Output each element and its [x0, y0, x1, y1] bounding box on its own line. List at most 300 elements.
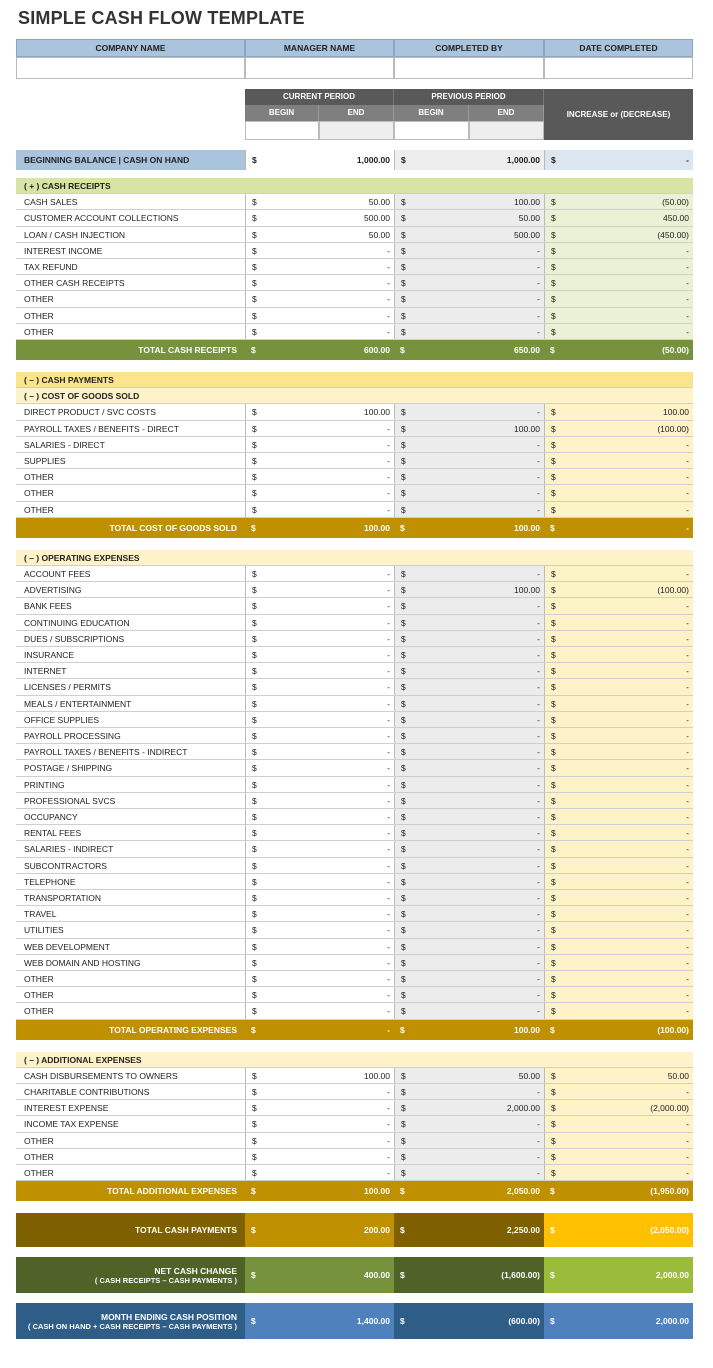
diff-value: -: [686, 456, 689, 466]
currency-symbol: $: [550, 1270, 555, 1281]
currency-symbol: $: [401, 714, 406, 725]
currency-symbol: $: [400, 1024, 405, 1035]
row-label: OTHER: [24, 488, 54, 499]
previous-value: -: [537, 828, 540, 839]
currency-symbol: $: [551, 326, 556, 337]
diff-value: -: [686, 698, 689, 709]
table-row[interactable]: [16, 194, 693, 210]
currency-symbol: $: [401, 155, 406, 165]
previous-value: -: [537, 990, 540, 1001]
currency-symbol: $: [252, 155, 257, 165]
row-label: OFFICE SUPPLIES: [24, 714, 100, 725]
current-value: -: [387, 893, 390, 903]
currency-symbol: $: [551, 812, 556, 822]
currency-symbol: $: [401, 456, 406, 466]
table-row[interactable]: [16, 647, 693, 663]
row-label: DIRECT PRODUCT / SVC COSTS: [24, 407, 156, 418]
previous-value: -: [537, 666, 540, 677]
current-value: -: [387, 666, 390, 677]
currency-symbol: $: [252, 860, 257, 871]
table-row[interactable]: [16, 259, 693, 275]
diff-value: -: [686, 812, 689, 822]
current-period-header: CURRENT PERIOD: [245, 89, 394, 105]
currency-symbol: $: [551, 925, 556, 936]
current-value: -: [387, 278, 390, 289]
manager-name-field[interactable]: [245, 57, 394, 79]
currency-symbol: $: [551, 714, 556, 725]
currency-symbol: $: [252, 812, 257, 822]
current-value: -: [387, 795, 390, 806]
previous-value: -: [537, 633, 540, 644]
table-row[interactable]: [16, 841, 693, 857]
currency-symbol: $: [252, 245, 257, 256]
currency-symbol: $: [401, 795, 406, 806]
operating-expenses-header-label: ( – ) OPERATING EXPENSES: [24, 552, 140, 563]
diff-value: -: [686, 925, 689, 936]
month-ending-cash-row-sublabel: ( CASH ON HAND + CASH RECEIPTS – CASH PAYMENTS ): [28, 1321, 237, 1331]
table-row[interactable]: [16, 598, 693, 614]
diff-value: (50.00): [662, 197, 689, 208]
currency-symbol: $: [551, 262, 556, 272]
date-completed-field[interactable]: [544, 57, 693, 79]
currency-symbol: $: [401, 1006, 406, 1017]
diff-value: (450.00): [657, 229, 689, 240]
currency-symbol: $: [401, 488, 406, 499]
diff-value: -: [686, 731, 689, 741]
beginning-current-value: 1,000.00: [356, 155, 390, 165]
row-label: OTHER: [24, 1151, 54, 1162]
current-value: -: [387, 439, 390, 450]
table-row[interactable]: [16, 308, 693, 324]
diff-value: -: [686, 569, 689, 579]
table-row[interactable]: [16, 275, 693, 291]
table-row[interactable]: [16, 615, 693, 631]
previous-end-date[interactable]: [469, 121, 544, 140]
currency-symbol: $: [551, 229, 556, 240]
table-row[interactable]: [16, 825, 693, 841]
table-row[interactable]: [16, 1149, 693, 1165]
currency-symbol: $: [401, 326, 406, 337]
diff-value: -: [686, 779, 689, 790]
current-value: -: [387, 617, 390, 628]
currency-symbol: $: [252, 1006, 257, 1017]
previous-value: -: [537, 650, 540, 660]
current-value: -: [387, 650, 390, 660]
table-row[interactable]: [16, 874, 693, 890]
previous-value: -: [537, 439, 540, 450]
currency-symbol: $: [551, 731, 556, 741]
currency-symbol: $: [401, 925, 406, 936]
diff-value: -: [686, 504, 689, 515]
currency-symbol: $: [252, 488, 257, 499]
currency-symbol: $: [401, 504, 406, 515]
net-cash-change-row-diff: 2,000.00: [655, 1270, 689, 1281]
current-value: -: [387, 1151, 390, 1162]
table-row[interactable]: [16, 566, 693, 582]
table-row[interactable]: [16, 728, 693, 744]
additional-expenses-header: [16, 1052, 693, 1068]
currency-symbol: $: [252, 909, 257, 920]
diff-value: -: [686, 278, 689, 289]
table-row[interactable]: [16, 1100, 693, 1116]
currency-symbol: $: [252, 633, 257, 644]
diff-value: -: [686, 310, 689, 321]
previous-value: -: [537, 714, 540, 725]
current-value: -: [387, 310, 390, 321]
currency-symbol: $: [252, 1151, 257, 1162]
currency-symbol: $: [551, 472, 556, 483]
current-end-header: END: [319, 105, 394, 121]
total-previous: 100.00: [514, 522, 540, 533]
current-end-date[interactable]: [319, 121, 394, 140]
company-name-header: COMPANY NAME: [16, 39, 245, 57]
current-value: -: [387, 957, 390, 968]
currency-symbol: $: [252, 650, 257, 660]
total-cash-payments-row-current: 200.00: [364, 1225, 390, 1236]
currency-symbol: $: [252, 844, 257, 855]
currency-symbol: $: [401, 779, 406, 790]
currency-symbol: $: [551, 1151, 556, 1162]
current-value: -: [387, 941, 390, 952]
currency-symbol: $: [551, 633, 556, 644]
previous-begin-date[interactable]: [394, 121, 469, 140]
company-name-field[interactable]: [16, 57, 245, 79]
previous-value: -: [537, 698, 540, 709]
total-cogs-row: [16, 518, 693, 538]
row-label: SALARIES - DIRECT: [24, 439, 105, 450]
currency-symbol: $: [401, 310, 406, 321]
currency-symbol: $: [252, 617, 257, 628]
table-row[interactable]: [16, 1165, 693, 1181]
current-begin-date[interactable]: [245, 121, 319, 140]
total-diff: -: [686, 522, 689, 533]
month-ending-cash-row: [16, 1303, 693, 1339]
row-label: TRAVEL: [24, 909, 57, 920]
row-label: OTHER: [24, 1168, 54, 1178]
diff-value: -: [686, 488, 689, 499]
row-label: PAYROLL TAXES / BENEFITS - INDIRECT: [24, 747, 188, 758]
table-row[interactable]: [16, 1084, 693, 1100]
diff-value: -: [686, 747, 689, 758]
manager-name-header: MANAGER NAME: [245, 39, 394, 57]
currency-symbol: $: [252, 893, 257, 903]
row-label: OTHER: [24, 504, 54, 515]
currency-symbol: $: [550, 345, 555, 355]
diff-value: -: [686, 245, 689, 256]
previous-value: 100.00: [514, 585, 540, 596]
table-row[interactable]: [16, 987, 693, 1003]
total-previous: 100.00: [514, 1024, 540, 1035]
diff-value: -: [686, 941, 689, 952]
currency-symbol: $: [551, 957, 556, 968]
previous-value: -: [537, 925, 540, 936]
table-row[interactable]: [16, 485, 693, 501]
row-label: INTEREST EXPENSE: [24, 1103, 109, 1114]
currency-symbol: $: [252, 876, 257, 887]
row-label: LICENSES / PERMITS: [24, 682, 111, 693]
total-additional-expenses-row-label: TOTAL ADDITIONAL EXPENSES: [107, 1186, 237, 1197]
diff-value: -: [686, 1151, 689, 1162]
current-value: -: [387, 731, 390, 741]
previous-value: 50.00: [518, 1070, 540, 1081]
row-label: SALARIES - INDIRECT: [24, 844, 114, 855]
current-value: -: [387, 990, 390, 1001]
previous-value: -: [537, 731, 540, 741]
diff-value: -: [686, 763, 689, 774]
currency-symbol: $: [551, 423, 556, 434]
row-label: PAYROLL TAXES / BENEFITS - DIRECT: [24, 423, 179, 434]
table-row[interactable]: [16, 777, 693, 793]
currency-symbol: $: [251, 1316, 256, 1327]
diff-value: -: [686, 893, 689, 903]
current-value: -: [387, 779, 390, 790]
previous-value: -: [537, 472, 540, 483]
row-label: SUBCONTRACTORS: [24, 860, 107, 871]
row-label: CASH SALES: [24, 197, 78, 208]
table-row[interactable]: [16, 291, 693, 307]
currency-symbol: $: [252, 990, 257, 1001]
previous-value: 100.00: [514, 197, 540, 208]
currency-symbol: $: [551, 698, 556, 709]
currency-symbol: $: [551, 488, 556, 499]
table-row[interactable]: [16, 404, 693, 420]
currency-symbol: $: [551, 747, 556, 758]
total-cash-receipts-row: [16, 340, 693, 360]
currency-symbol: $: [252, 714, 257, 725]
table-row[interactable]: [16, 631, 693, 647]
current-value: 100.00: [364, 407, 390, 418]
diff-value: -: [686, 844, 689, 855]
currency-symbol: $: [400, 1186, 405, 1197]
currency-symbol: $: [551, 504, 556, 515]
currency-symbol: $: [551, 1087, 556, 1097]
previous-period-header: PREVIOUS PERIOD: [394, 89, 544, 105]
diff-value: 100.00: [663, 407, 689, 418]
current-value: -: [387, 909, 390, 920]
table-row[interactable]: [16, 324, 693, 340]
table-row[interactable]: [16, 679, 693, 695]
row-label: TRANSPORTATION: [24, 893, 101, 903]
previous-value: -: [537, 957, 540, 968]
current-value: 50.00: [368, 229, 390, 240]
diff-value: -: [686, 990, 689, 1001]
row-label: TELEPHONE: [24, 876, 76, 887]
currency-symbol: $: [252, 941, 257, 952]
currency-symbol: $: [400, 1270, 405, 1281]
currency-symbol: $: [251, 345, 256, 355]
current-value: -: [387, 763, 390, 774]
previous-value: -: [537, 326, 540, 337]
previous-value: -: [537, 245, 540, 256]
diff-value: -: [686, 1119, 689, 1130]
row-label: TAX REFUND: [24, 262, 78, 272]
table-row[interactable]: [16, 469, 693, 485]
total-cogs-row-label: TOTAL COST OF GOODS SOLD: [109, 522, 237, 533]
currency-symbol: $: [551, 601, 556, 612]
row-label: BANK FEES: [24, 601, 72, 612]
total-operating-expenses-row: [16, 1020, 693, 1040]
table-row[interactable]: [16, 760, 693, 776]
diff-value: 450.00: [663, 213, 689, 224]
table-row[interactable]: [16, 696, 693, 712]
table-row[interactable]: [16, 1133, 693, 1149]
diff-value: (2,000.00): [650, 1103, 689, 1114]
currency-symbol: $: [252, 1135, 257, 1146]
current-value: -: [387, 504, 390, 515]
currency-symbol: $: [252, 974, 257, 984]
table-row[interactable]: [16, 939, 693, 955]
currency-symbol: $: [252, 407, 257, 418]
currency-symbol: $: [551, 844, 556, 855]
total-diff: (100.00): [657, 1024, 689, 1035]
row-label: CUSTOMER ACCOUNT COLLECTIONS: [24, 213, 179, 224]
current-value: -: [387, 698, 390, 709]
table-row[interactable]: [16, 1068, 693, 1084]
net-cash-change-row-previous: (1,600.00): [501, 1270, 540, 1281]
currency-symbol: $: [550, 522, 555, 533]
currency-symbol: $: [551, 310, 556, 321]
completed-by-header: COMPLETED BY: [394, 39, 544, 57]
table-row[interactable]: [16, 1116, 693, 1132]
currency-symbol: $: [252, 423, 257, 434]
currency-symbol: $: [400, 345, 405, 355]
currency-symbol: $: [551, 909, 556, 920]
currency-symbol: $: [551, 439, 556, 450]
diff-value: -: [686, 666, 689, 677]
table-row[interactable]: [16, 502, 693, 518]
row-label: CHARITABLE CONTRIBUTIONS: [24, 1087, 150, 1097]
currency-symbol: $: [550, 1316, 555, 1327]
current-value: -: [387, 262, 390, 272]
current-value: -: [387, 472, 390, 483]
currency-symbol: $: [252, 925, 257, 936]
beginning-previous-value: 1,000.00: [506, 155, 540, 165]
table-row[interactable]: [16, 663, 693, 679]
diff-value: -: [686, 876, 689, 887]
total-additional-expenses-row: [16, 1181, 693, 1201]
table-row[interactable]: [16, 858, 693, 874]
diff-value: -: [686, 714, 689, 725]
currency-symbol: $: [551, 1070, 556, 1081]
currency-symbol: $: [401, 893, 406, 903]
total-previous: 2,050.00: [506, 1186, 540, 1197]
currency-symbol: $: [551, 779, 556, 790]
net-cash-change-row-sublabel: ( CASH RECEIPTS – CASH PAYMENTS ): [94, 1275, 237, 1285]
previous-value: -: [537, 278, 540, 289]
table-row[interactable]: [16, 744, 693, 760]
row-label: OTHER: [24, 310, 54, 321]
table-row[interactable]: [16, 210, 693, 226]
previous-value: 50.00: [518, 213, 540, 224]
currency-symbol: $: [401, 974, 406, 984]
diff-value: -: [686, 439, 689, 450]
currency-symbol: $: [252, 1070, 257, 1081]
currency-symbol: $: [252, 763, 257, 774]
currency-symbol: $: [551, 763, 556, 774]
currency-symbol: $: [252, 310, 257, 321]
table-row[interactable]: [16, 890, 693, 906]
total-diff: (50.00): [662, 345, 689, 355]
table-row[interactable]: [16, 971, 693, 987]
previous-value: -: [537, 617, 540, 628]
table-row[interactable]: [16, 922, 693, 938]
currency-symbol: $: [551, 1168, 556, 1178]
current-value: 100.00: [364, 1070, 390, 1081]
table-row[interactable]: [16, 809, 693, 825]
diff-value: -: [686, 682, 689, 693]
previous-value: 100.00: [514, 423, 540, 434]
table-row[interactable]: [16, 955, 693, 971]
diff-value: (100.00): [657, 423, 689, 434]
currency-symbol: $: [252, 504, 257, 515]
current-value: -: [387, 714, 390, 725]
currency-symbol: $: [401, 876, 406, 887]
net-cash-change-row: [16, 1257, 693, 1293]
current-value: -: [387, 1087, 390, 1097]
table-row[interactable]: [16, 712, 693, 728]
currency-symbol: $: [401, 957, 406, 968]
table-row[interactable]: [16, 437, 693, 453]
currency-symbol: $: [401, 828, 406, 839]
currency-symbol: $: [252, 294, 257, 305]
currency-symbol: $: [401, 617, 406, 628]
current-value: -: [387, 747, 390, 758]
currency-symbol: $: [252, 213, 257, 224]
completed-by-field[interactable]: [394, 57, 544, 79]
previous-value: -: [537, 310, 540, 321]
diff-value: -: [686, 617, 689, 628]
previous-value: -: [537, 747, 540, 758]
currency-symbol: $: [401, 731, 406, 741]
currency-symbol: $: [401, 763, 406, 774]
row-label: POSTAGE / SHIPPING: [24, 763, 113, 774]
currency-symbol: $: [550, 1024, 555, 1035]
currency-symbol: $: [400, 522, 405, 533]
diff-value: -: [686, 262, 689, 272]
table-row[interactable]: [16, 582, 693, 598]
table-row[interactable]: [16, 227, 693, 243]
currency-symbol: $: [251, 1225, 256, 1236]
row-label: WEB DEVELOPMENT: [24, 941, 110, 952]
current-value: -: [387, 488, 390, 499]
diff-value: -: [686, 472, 689, 483]
row-label: ACCOUNT FEES: [24, 569, 91, 579]
currency-symbol: $: [252, 569, 257, 579]
currency-symbol: $: [401, 1103, 406, 1114]
currency-symbol: $: [252, 585, 257, 596]
current-value: -: [387, 585, 390, 596]
previous-end-header: END: [469, 105, 544, 121]
currency-symbol: $: [551, 795, 556, 806]
table-row[interactable]: [16, 1003, 693, 1019]
previous-value: -: [537, 1151, 540, 1162]
currency-symbol: $: [551, 1006, 556, 1017]
cash-receipts-header: [16, 178, 693, 194]
currency-symbol: $: [401, 197, 406, 208]
currency-symbol: $: [252, 262, 257, 272]
table-row[interactable]: [16, 793, 693, 809]
currency-symbol: $: [251, 522, 256, 533]
table-row[interactable]: [16, 453, 693, 469]
currency-symbol: $: [401, 439, 406, 450]
currency-symbol: $: [401, 844, 406, 855]
table-row[interactable]: [16, 906, 693, 922]
table-row[interactable]: [16, 421, 693, 437]
currency-symbol: $: [401, 682, 406, 693]
table-row[interactable]: [16, 243, 693, 259]
currency-symbol: $: [401, 1168, 406, 1178]
row-label: UTILITIES: [24, 925, 64, 936]
